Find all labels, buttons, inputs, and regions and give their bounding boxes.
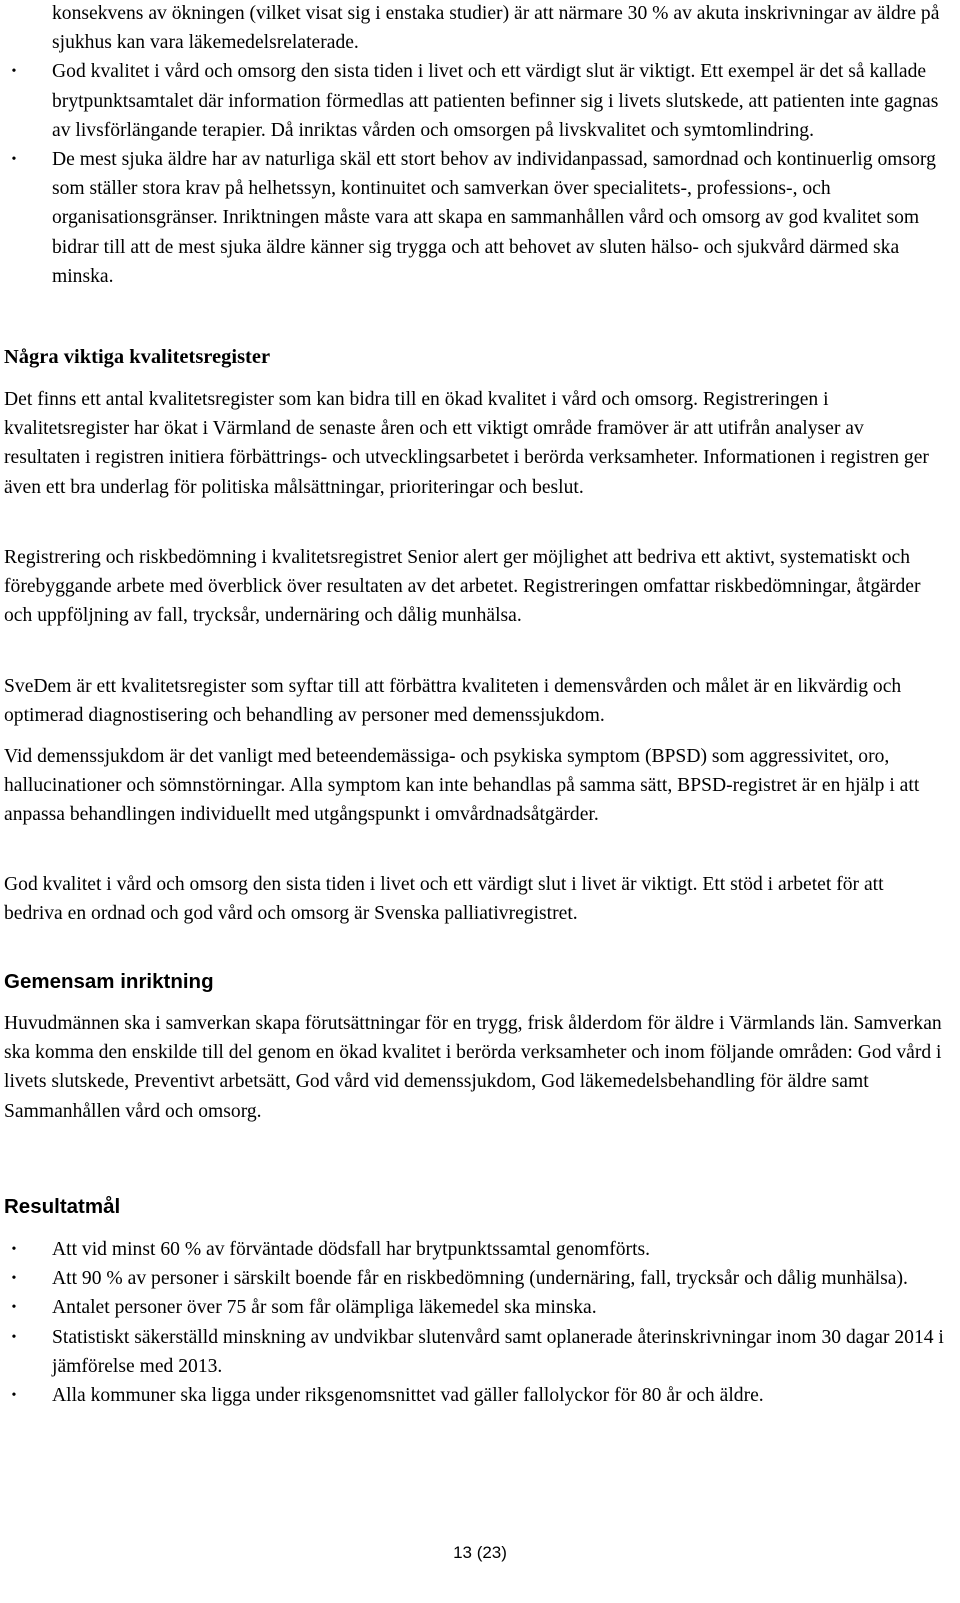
list-item (0, 1293, 945, 1322)
bullet-icon: • (11, 1329, 17, 1345)
intro-bullet-text-3: De mest sjuka äldre har av naturliga skäl ett stort behov av individanpassad, samordnad och kontinuerlig omsorg som ställer stora krav på helhetssyn, kontinuitet och samverkan över specialitets-, professions-, och organisationsgränser. Inriktningen måste vara att skapa en sammanhållen vård och omsorg av god kvalitet som bidrar till att de mest sjuka äldre känner sig trygga och att behovet av sluten hälso- och sjukvård därmed ska minska. (52, 149, 936, 287)
list-item (0, 1235, 945, 1264)
resultat-bullet-text: Antalet personer över 75 år som får olämpliga läkemedel ska minska. (52, 1297, 597, 1319)
bullet-icon: • (11, 1271, 17, 1287)
paragraph: SveDem är ett kvalitetsregister som syftar till att förbättra kvaliteten i demensvården och målet är en likvärdig och optimerad diagnostisering och behandling av personer med demenssjukdom. (4, 676, 902, 727)
resultat-bullet-text: Statistiskt säkerställd minskning av undvikbar slutenvård samt oplanerade återinskrivningar inom 30 dagar 2014 i jämförelse med 2013. (52, 1326, 944, 1377)
section-gemensam-inriktning (4, 968, 944, 996)
list-item (0, 145, 945, 291)
kvalitet-paragraph-group (4, 870, 944, 928)
bullet-icon: • (11, 1242, 17, 1257)
page-number: 13 (23) (453, 1543, 507, 1562)
section-heading: Gemensam inriktning (4, 970, 214, 993)
section-kvalitetsregister (4, 343, 944, 371)
list-item (0, 1323, 945, 1381)
list-item (0, 57, 945, 145)
intro-bullet-list (0, 0, 945, 291)
resultat-bullet-text: Alla kommuner ska ligga under riksgenomsnittet vad gäller fallolyckor för 80 år och äldre. (52, 1385, 764, 1407)
section-resultatmal (4, 1193, 944, 1221)
intro-bullet-text-2: God kvalitet i vård och omsorg den sista tiden i livet och ett värdigt slut är viktigt. Ett exempel är det så kallade brytpunktsamtalet där information förmedlas att patienten befinner sig i livets slutskede, att patienten inte gagnas av livsförlängande terapier. Då inriktas vården och omsorgen på livskvalitet och symtomlindring. (52, 61, 939, 141)
paragraph: Huvudmännen ska i samverkan skapa förutsättningar för en trygg, frisk ålderdom för äldre i Värmlands län. Samverkan ska komma den enskilde till del genom en ökad kvalitet i berörda verksamheter och inom följande områden: God vård i livets slutskede, Preventivt arbetsätt, God vård vid demenssjukdom, God läkemedelsbehandling för äldre samt Sammanhållen vård och omsorg. (4, 1013, 942, 1122)
list-item (0, 1381, 945, 1410)
intro-bullet-continuation (0, 0, 945, 57)
kvalitet-paragraph-group (4, 385, 944, 502)
kvalitet-paragraph-group (4, 543, 944, 631)
resultat-bullet-text: Att 90 % av personer i särskilt boende får en riskbedömning (undernäring, fall, trycksår och dålig munhälsa). (52, 1268, 908, 1290)
bullet-icon: • (11, 152, 17, 168)
bullet-icon: • (11, 64, 17, 80)
bullet-icon: • (11, 1388, 17, 1404)
paragraph: God kvalitet i vård och omsorg den sista tiden i livet och ett värdigt slut i livet är viktigt. Ett stöd i arbetet för att bedriva en ordnad och god vård och omsorg är Svenska palliativregistret. (4, 874, 884, 925)
kvalitet-paragraph-group (4, 742, 944, 830)
resultat-bullet-text: Att vid minst 60 % av förväntade dödsfall har brytpunktssamtal genomförts. (52, 1239, 651, 1260)
paragraph: Registrering och riskbedömning i kvalitetsregistret Senior alert ger möjlighet att bedriva ett aktivt, systematiskt och förebyggande arbete med överblick över resultaten av det arbetet. Registreringen omfattar riskbedömningar, åtgärder och uppföljning av fall, trycksår, undernäring och dålig munhälsa. (4, 547, 921, 627)
section-heading: Några viktiga kvalitetsregister (4, 346, 271, 368)
section-heading: Resultatmål (4, 1195, 121, 1218)
intro-bullet-text-1: konsekvens av ökningen (vilket visat sig i enstaka studier) är att närmare 30 % av akuta inskrivningar av äldre på sjukhus kan vara läkemedelsrelaterade. (52, 3, 940, 54)
resultat-bullet-list (0, 1235, 945, 1410)
bullet-icon: • (11, 1300, 17, 1316)
paragraph: Vid demenssjukdom är det vanligt med beteendemässiga- och psykiska symptom (BPSD) som aggressivitet, oro, hallucinationer och sömnstörningar. Alla symptom kan inte behandlas på samma sätt, BPSD-registret är en hjälp i att anpassa behandlingen individuellt med utgångspunkt i omvårdnadsåtgärder. (4, 746, 920, 826)
paragraph: Det finns ett antal kvalitetsregister som kan bidra till en ökad kvalitet i vård och omsorg. Registreringen i kvalitetsregister har ökat i Värmland de senaste åren och ett viktigt område framöver är att utifrån analyser av resultaten i registren initiera förbättrings- och utvecklingsarbetet i berörda verksamheter. Informationen i registren ger även ett bra underlag för politiska målsättningar, prioriteringar och beslut. (4, 389, 929, 498)
gemensam-paragraph-group (4, 1009, 944, 1126)
list-item (0, 1264, 945, 1293)
kvalitet-paragraph-group (4, 672, 944, 730)
